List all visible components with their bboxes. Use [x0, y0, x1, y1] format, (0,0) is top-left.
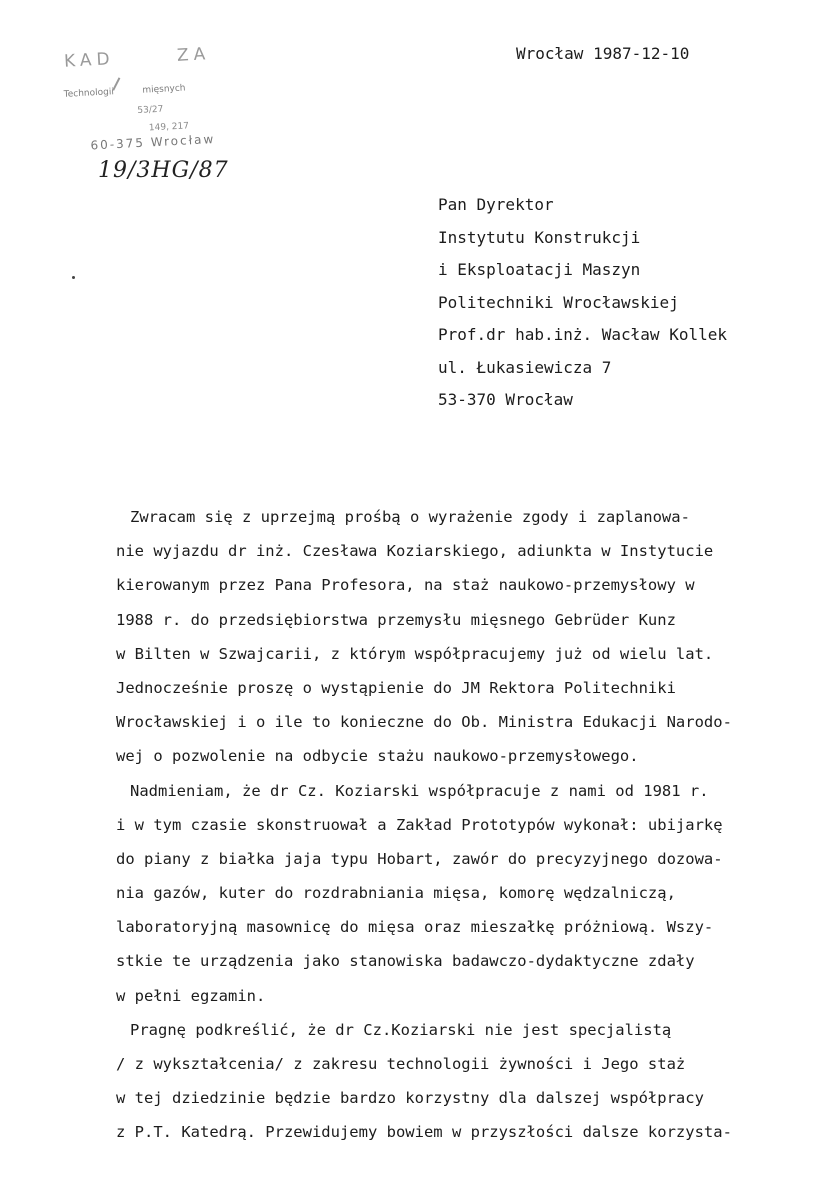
body-line: / z wykształcenia/ z zakresu technologii żywności i Jego staż: [116, 1055, 686, 1073]
body-line: w pełni egzamin.: [116, 986, 266, 1005]
recipient-address: [438, 192, 727, 420]
stamp-line-4: 149, 217: [148, 121, 190, 134]
stamp-heading: KAD ZA: [63, 44, 211, 72]
letter-body: [116, 503, 764, 1153]
body-line: w tej dziedzinie będzie bardzo korzystny dla dalszej współpracy: [116, 1089, 704, 1108]
body-line: Wrocławskiej i o ile to konieczne do Ob. Ministra Edukacji Narodo-: [116, 713, 732, 732]
body-line: 1988 r. do przedsiębiorstwa przemysłu mięsnego Gebrüder Kunz: [116, 610, 676, 629]
body-line: stkie te urządzenia jako stanowiska badawczo-dydaktyczne zdały: [116, 952, 695, 971]
address-line: Prof.dr hab.inż. Wacław Kollek: [438, 325, 727, 344]
address-line: Pan Dyrektor: [438, 195, 554, 214]
reference-number: 19/3HG/87: [98, 158, 229, 183]
letter-date: Wrocław 1987-12-10: [516, 44, 690, 63]
body-line: kierowanym przez Pana Profesora, na staż naukowo-przemysłowy w: [116, 576, 695, 595]
address-line: 53-370 Wrocław: [438, 390, 573, 409]
body-line: laboratoryjną masownicę do mięsa oraz mieszałkę próżniową. Wszy-: [116, 918, 714, 937]
stamp-line-2: Technologii mięsnych: [63, 83, 186, 100]
address-line: i Eksploatacji Maszyn: [438, 260, 641, 279]
body-line: i w tym czasie skonstruował a Zakład Prototypów wykonał: ubijarkę: [116, 815, 723, 834]
body-line: wej o pozwolenie na odbycie stażu naukowo-przemysłowego.: [116, 747, 639, 766]
body-line: Pragnę podkreślić, że dr Cz.Koziarski nie jest specjalistą: [130, 1020, 672, 1039]
institution-stamp: [57, 32, 293, 159]
body-line: do piany z białka jaja typu Hobart, zawór do precyzyjnego dozowa-: [116, 849, 723, 868]
body-line: Jednocześnie proszę o wystąpienie do JM Rektora Politechniki: [116, 678, 676, 697]
stamp-city: 60-375 Wrocław: [90, 131, 216, 153]
address-line: Instytutu Konstrukcji: [438, 227, 641, 247]
body-line: Zwracam się z uprzejmą prośbą o wyrażenie zgody i zaplanowa-: [130, 508, 690, 526]
body-line: nie wyjazdu dr inż. Czesława Koziarskiego, adiunkta w Instytucie: [116, 542, 714, 561]
address-line: ul. Łukasiewicza 7: [438, 357, 612, 377]
body-line: z P.T. Katedrą. Przewidujemy bowiem w przyszłości dalsze korzysta-: [116, 1123, 732, 1142]
body-line: Nadmieniam, że dr Cz. Koziarski współpracuje z nami od 1981 r.: [130, 781, 709, 800]
address-line: Politechniki Wrocławskiej: [438, 292, 679, 312]
stamp-line-3: 53/27: [137, 104, 164, 116]
body-line: nia gazów, kuter do rozdrabniania mięsa, komorę wędzalniczą,: [116, 884, 676, 903]
body-line: w Bilten w Szwajcarii, z którym współpracujemy już od wielu lat.: [116, 644, 714, 663]
ink-dot: [72, 276, 75, 279]
